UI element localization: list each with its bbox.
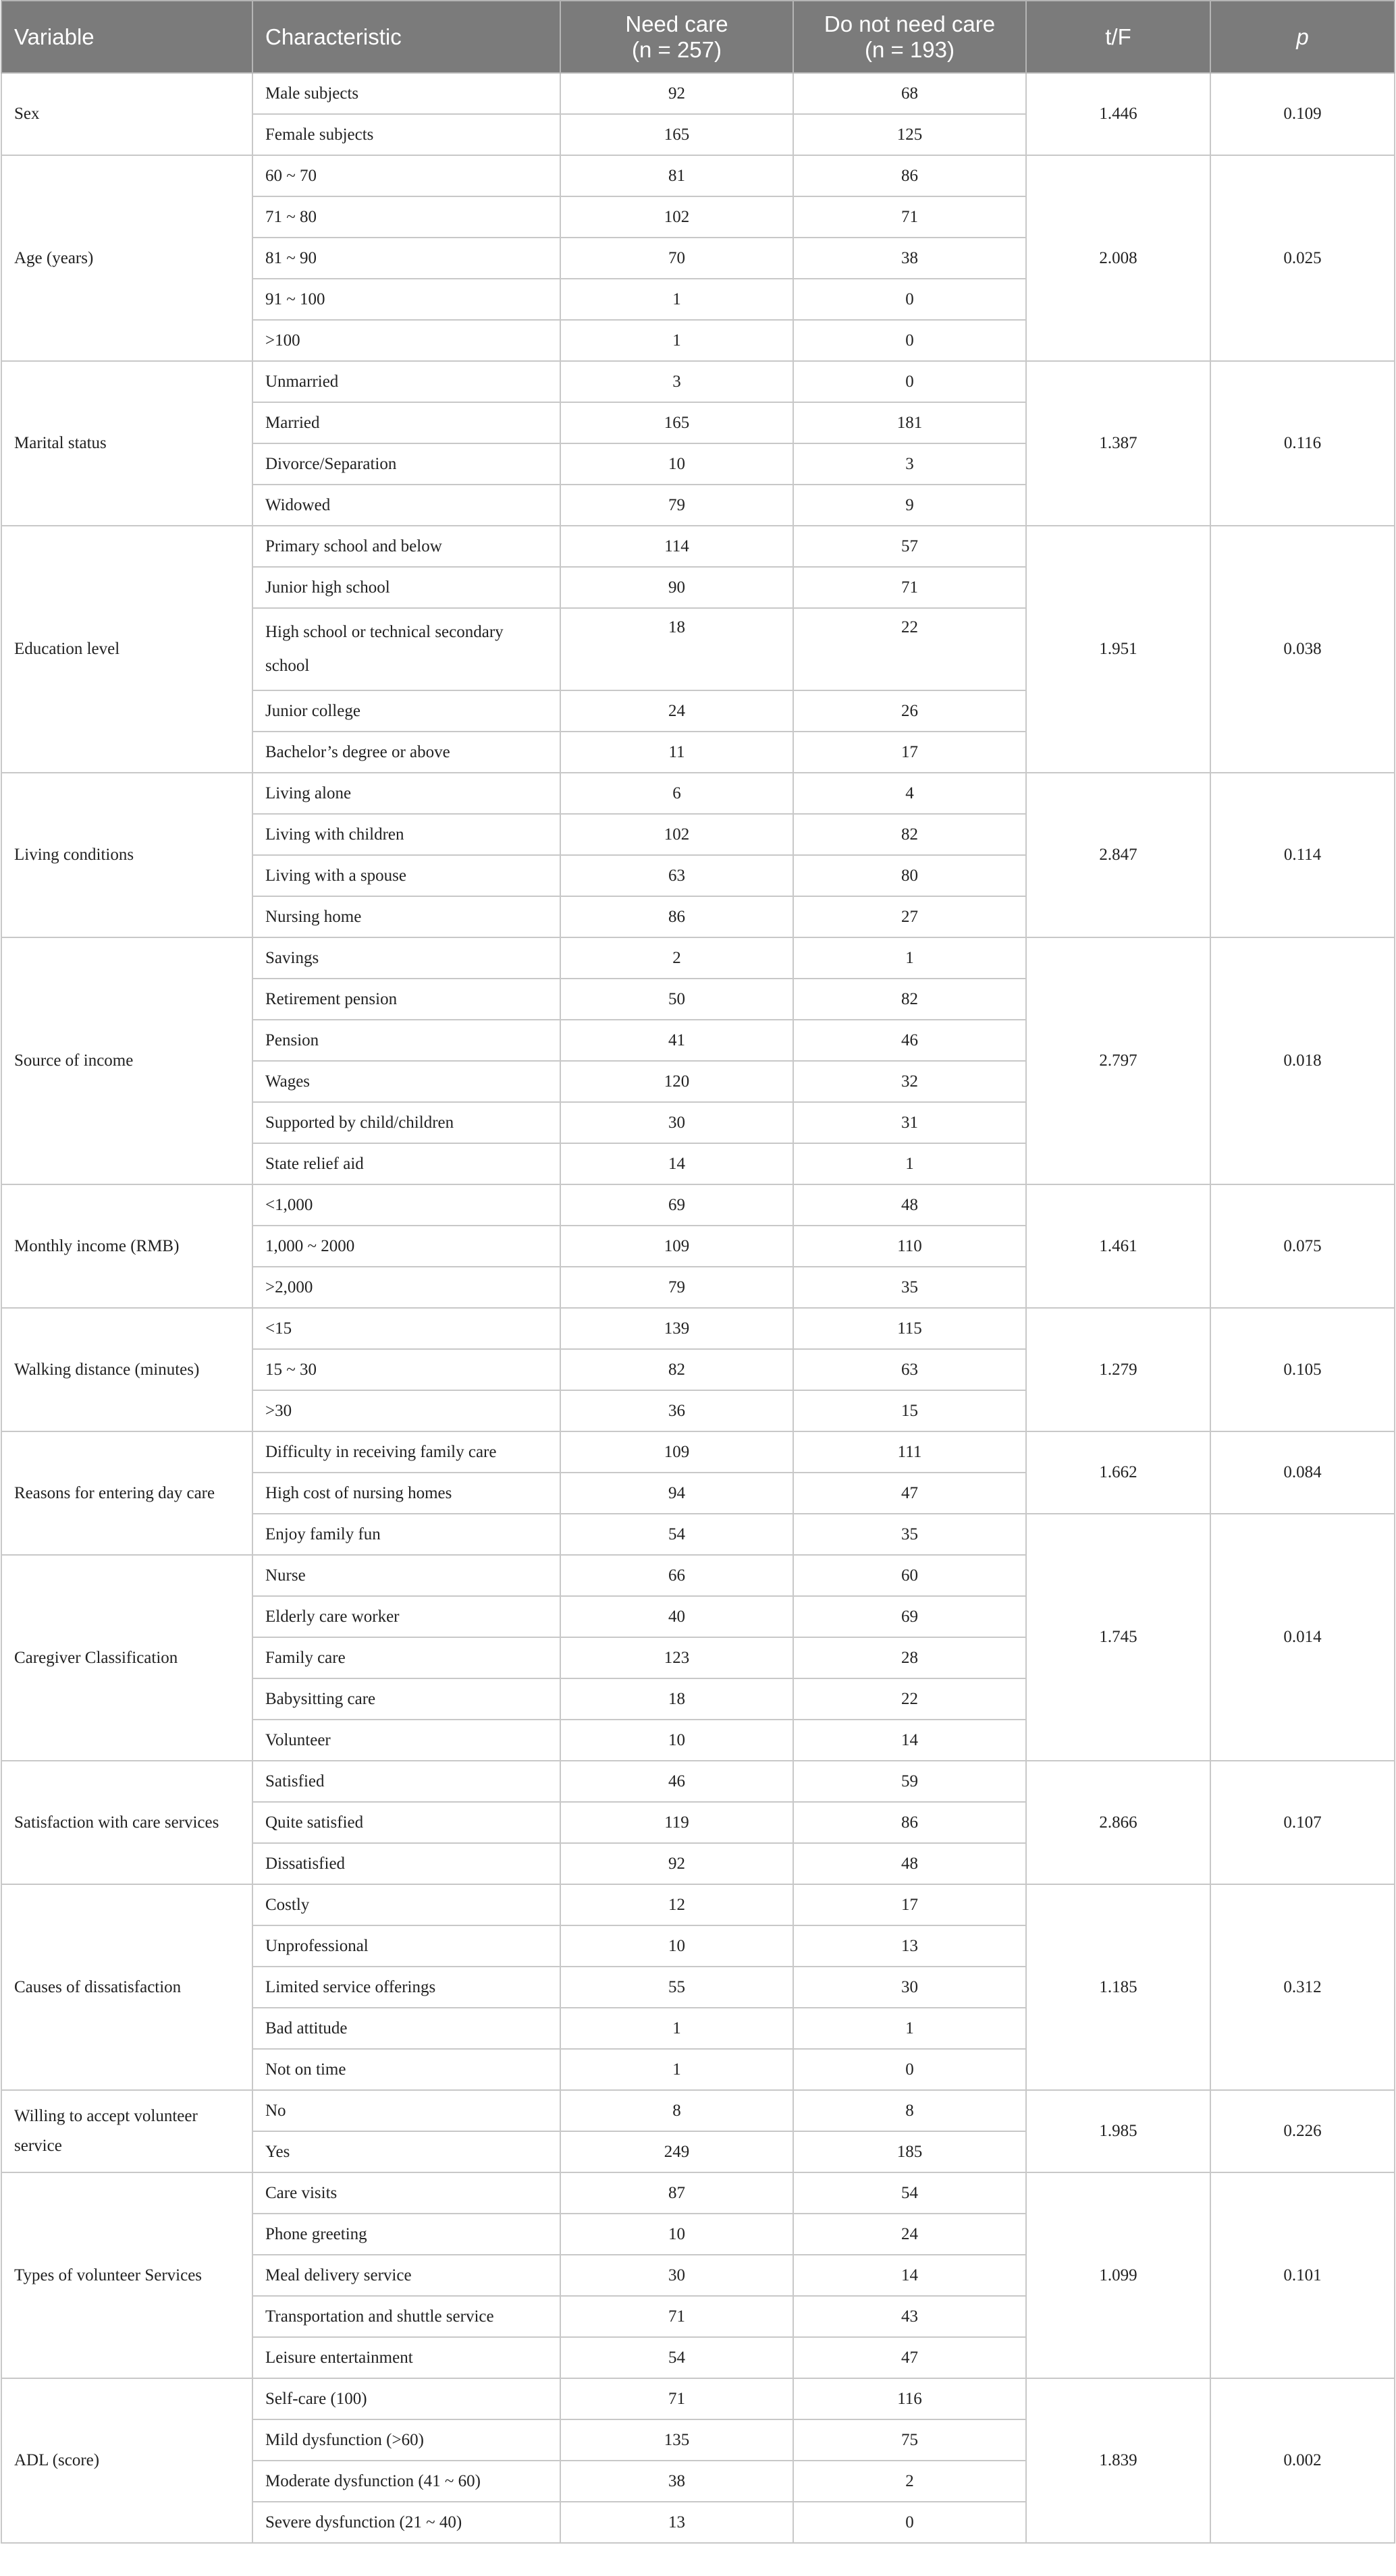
characteristic-cell: Babysitting care	[252, 1678, 560, 1720]
not-need-care-cell: 46	[793, 1020, 1026, 1061]
not-need-care-cell: 75	[793, 2419, 1026, 2461]
need-care-cell: 81	[560, 155, 793, 196]
need-care-cell: 114	[560, 526, 793, 567]
table-row	[1, 1308, 1395, 1349]
characteristic-cell: Bachelor’s degree or above	[252, 732, 560, 773]
characteristic-cell: Volunteer	[252, 1720, 560, 1761]
characteristic-cell: Family care	[252, 1637, 560, 1678]
need-care-cell: 14	[560, 1143, 793, 1184]
need-care-cell: 18	[560, 608, 793, 690]
characteristic-cell: Nurse	[252, 1555, 560, 1596]
not-need-care-cell: 13	[793, 1925, 1026, 1967]
need-care-cell: 1	[560, 279, 793, 320]
header-tf: t/F	[1026, 1, 1210, 73]
need-care-cell: 71	[560, 2378, 793, 2419]
not-need-care-cell: 60	[793, 1555, 1026, 1596]
not-need-care-cell: 1	[793, 937, 1026, 979]
characteristic-cell: Retirement pension	[252, 979, 560, 1020]
characteristic-cell: Nursing home	[252, 896, 560, 937]
characteristic-cell: High school or technical secondary school	[252, 608, 560, 690]
characteristic-cell: <1,000	[252, 1184, 560, 1226]
tf-cell: 2.008	[1026, 155, 1210, 361]
not-need-care-cell: 69	[793, 1596, 1026, 1637]
need-care-cell: 109	[560, 1226, 793, 1267]
tf-cell: 2.797	[1026, 937, 1210, 1184]
tf-cell: 1.185	[1026, 1884, 1210, 2090]
characteristic-cell: Enjoy family fun	[252, 1514, 560, 1555]
need-care-cell: 40	[560, 1596, 793, 1637]
need-care-cell: 38	[560, 2461, 793, 2502]
need-care-cell: 139	[560, 1308, 793, 1349]
characteristic-cell: Quite satisfied	[252, 1802, 560, 1843]
header-p-label: p	[1296, 24, 1309, 49]
need-care-cell: 55	[560, 1967, 793, 2008]
tf-cell: 1.099	[1026, 2172, 1210, 2378]
variable-cell: Monthly income (RMB)	[1, 1184, 252, 1308]
characteristic-cell: >100	[252, 320, 560, 361]
table-row	[1, 2090, 1395, 2131]
not-need-care-cell: 181	[793, 402, 1026, 443]
table-row	[1, 155, 1395, 196]
need-care-cell: 30	[560, 1102, 793, 1143]
need-care-cell: 1	[560, 320, 793, 361]
header-row	[1, 1, 1395, 73]
characteristic-cell: No	[252, 2090, 560, 2131]
p-cell: 0.018	[1210, 937, 1395, 1184]
characteristic-cell: Leisure entertainment	[252, 2337, 560, 2378]
need-care-cell: 3	[560, 361, 793, 402]
not-need-care-cell: 125	[793, 114, 1026, 155]
p-cell: 0.105	[1210, 1308, 1395, 1431]
need-care-cell: 109	[560, 1431, 793, 1473]
not-need-care-cell: 30	[793, 1967, 1026, 2008]
characteristic-cell: >2,000	[252, 1267, 560, 1308]
not-need-care-cell: 31	[793, 1102, 1026, 1143]
characteristic-cell: Pension	[252, 1020, 560, 1061]
need-care-cell: 79	[560, 485, 793, 526]
p-cell: 0.226	[1210, 2090, 1395, 2172]
characteristics-table	[1, 0, 1395, 2544]
characteristic-cell: 91 ~ 100	[252, 279, 560, 320]
not-need-care-cell: 71	[793, 567, 1026, 608]
not-need-care-cell: 82	[793, 979, 1026, 1020]
p-cell: 0.312	[1210, 1884, 1395, 2090]
need-care-cell: 94	[560, 1473, 793, 1514]
not-need-care-cell: 82	[793, 814, 1026, 855]
header-need-care-n: (n = 257)	[632, 36, 722, 62]
need-care-cell: 36	[560, 1390, 793, 1431]
characteristic-cell: Dissatisfied	[252, 1843, 560, 1884]
characteristic-cell: Moderate dysfunction (41 ~ 60)	[252, 2461, 560, 2502]
characteristic-cell: Living with children	[252, 814, 560, 855]
header-variable: Variable	[1, 1, 252, 73]
header-need-care	[560, 1, 793, 73]
not-need-care-cell: 86	[793, 1802, 1026, 1843]
not-need-care-cell: 27	[793, 896, 1026, 937]
not-need-care-cell: 48	[793, 1184, 1026, 1226]
variable-cell: Willing to accept volunteer service	[1, 2090, 252, 2172]
not-need-care-cell: 14	[793, 2255, 1026, 2296]
characteristic-cell: 60 ~ 70	[252, 155, 560, 196]
need-care-cell: 10	[560, 443, 793, 485]
table-row	[1, 937, 1395, 979]
not-need-care-cell: 57	[793, 526, 1026, 567]
characteristic-cell: Living alone	[252, 773, 560, 814]
not-need-care-cell: 115	[793, 1308, 1026, 1349]
characteristic-cell: Transportation and shuttle service	[252, 2296, 560, 2337]
table-row	[1, 1184, 1395, 1226]
not-need-care-cell: 22	[793, 608, 1026, 690]
not-need-care-cell: 0	[793, 279, 1026, 320]
need-care-cell: 11	[560, 732, 793, 773]
characteristic-cell: Unprofessional	[252, 1925, 560, 1967]
characteristic-cell: Female subjects	[252, 114, 560, 155]
need-care-cell: 249	[560, 2131, 793, 2172]
need-care-cell: 10	[560, 1925, 793, 1967]
need-care-cell: 46	[560, 1761, 793, 1802]
not-need-care-cell: 47	[793, 1473, 1026, 1514]
table-row	[1, 361, 1395, 402]
need-care-cell: 123	[560, 1637, 793, 1678]
need-care-cell: 18	[560, 1678, 793, 1720]
need-care-cell: 120	[560, 1061, 793, 1102]
variable-cell: Types of volunteer Services	[1, 2172, 252, 2378]
variable-cell: Causes of dissatisfaction	[1, 1884, 252, 2090]
not-need-care-cell: 22	[793, 1678, 1026, 1720]
p-cell: 0.116	[1210, 361, 1395, 526]
p-cell: 0.075	[1210, 1184, 1395, 1308]
table-row	[1, 2378, 1395, 2419]
need-care-cell: 70	[560, 238, 793, 279]
not-need-care-cell: 68	[793, 73, 1026, 114]
variable-cell: Sex	[1, 73, 252, 155]
characteristic-cell: Male subjects	[252, 73, 560, 114]
table-row	[1, 1431, 1395, 1473]
table-row	[1, 1761, 1395, 1802]
not-need-care-cell: 86	[793, 155, 1026, 196]
not-need-care-cell: 59	[793, 1761, 1026, 1802]
table-row	[1, 1884, 1395, 1925]
characteristic-cell: Difficulty in receiving family care	[252, 1431, 560, 1473]
not-need-care-cell: 111	[793, 1431, 1026, 1473]
not-need-care-cell: 24	[793, 2214, 1026, 2255]
variable-cell: Caregiver Classification	[1, 1555, 252, 1761]
header-characteristic: Characteristic	[252, 1, 560, 73]
characteristic-cell: Limited service offerings	[252, 1967, 560, 2008]
characteristic-cell: Self-care (100)	[252, 2378, 560, 2419]
not-need-care-cell: 71	[793, 196, 1026, 238]
need-care-cell: 82	[560, 1349, 793, 1390]
tf-cell: 1.446	[1026, 73, 1210, 155]
need-care-cell: 54	[560, 2337, 793, 2378]
not-need-care-cell: 116	[793, 2378, 1026, 2419]
need-care-cell: 86	[560, 896, 793, 937]
need-care-cell: 92	[560, 73, 793, 114]
need-care-cell: 1	[560, 2008, 793, 2049]
need-care-cell: 63	[560, 855, 793, 896]
need-care-cell: 24	[560, 690, 793, 732]
not-need-care-cell: 1	[793, 1143, 1026, 1184]
header-not-need-care-n: (n = 193)	[865, 36, 955, 62]
need-care-cell: 102	[560, 814, 793, 855]
not-need-care-cell: 0	[793, 2049, 1026, 2090]
tf-cell: 1.387	[1026, 361, 1210, 526]
characteristic-cell: 15 ~ 30	[252, 1349, 560, 1390]
characteristic-cell: Primary school and below	[252, 526, 560, 567]
header-p	[1210, 1, 1395, 73]
table-row	[1, 2172, 1395, 2214]
tf-cell: 1.461	[1026, 1184, 1210, 1308]
characteristic-cell: Supported by child/children	[252, 1102, 560, 1143]
not-need-care-cell: 35	[793, 1267, 1026, 1308]
characteristic-cell: State relief aid	[252, 1143, 560, 1184]
not-need-care-cell: 38	[793, 238, 1026, 279]
characteristic-cell: Satisfied	[252, 1761, 560, 1802]
characteristic-cell: Living with a spouse	[252, 855, 560, 896]
variable-cell: Reasons for entering day care	[1, 1431, 252, 1555]
not-need-care-cell: 47	[793, 2337, 1026, 2378]
need-care-cell: 12	[560, 1884, 793, 1925]
p-cell: 0.101	[1210, 2172, 1395, 2378]
not-need-care-cell: 54	[793, 2172, 1026, 2214]
need-care-cell: 1	[560, 2049, 793, 2090]
not-need-care-cell: 80	[793, 855, 1026, 896]
tf-cell: 1.279	[1026, 1308, 1210, 1431]
characteristic-cell: 81 ~ 90	[252, 238, 560, 279]
header-need-care-label: Need care	[625, 11, 728, 36]
p-cell: 0.038	[1210, 526, 1395, 773]
characteristic-cell: Meal delivery service	[252, 2255, 560, 2296]
tf-cell: 2.866	[1026, 1761, 1210, 1884]
p-cell: 0.025	[1210, 155, 1395, 361]
not-need-care-cell: 110	[793, 1226, 1026, 1267]
characteristic-cell: Mild dysfunction (>60)	[252, 2419, 560, 2461]
need-care-cell: 50	[560, 979, 793, 1020]
table-row	[1, 73, 1395, 114]
need-care-cell: 2	[560, 937, 793, 979]
characteristic-cell: Yes	[252, 2131, 560, 2172]
characteristic-cell: Elderly care worker	[252, 1596, 560, 1637]
not-need-care-cell: 26	[793, 690, 1026, 732]
need-care-cell: 102	[560, 196, 793, 238]
not-need-care-cell: 14	[793, 1720, 1026, 1761]
characteristic-cell: Severe dysfunction (21 ~ 40)	[252, 2502, 560, 2543]
variable-cell: Education level	[1, 526, 252, 773]
need-care-cell: 71	[560, 2296, 793, 2337]
tf-cell: 1.839	[1026, 2378, 1210, 2543]
characteristic-cell: High cost of nursing homes	[252, 1473, 560, 1514]
table-row	[1, 773, 1395, 814]
characteristic-cell: Savings	[252, 937, 560, 979]
need-care-cell: 165	[560, 114, 793, 155]
not-need-care-cell: 4	[793, 773, 1026, 814]
table-row	[1, 526, 1395, 567]
characteristic-cell: Costly	[252, 1884, 560, 1925]
need-care-cell: 90	[560, 567, 793, 608]
header-not-need-care-label: Do not need care	[824, 11, 996, 36]
characteristic-cell: <15	[252, 1308, 560, 1349]
need-care-cell: 41	[560, 1020, 793, 1061]
p-cell: 0.114	[1210, 773, 1395, 937]
characteristic-cell: Junior high school	[252, 567, 560, 608]
tf-cell: 2.847	[1026, 773, 1210, 937]
tf-cell: 1.745	[1026, 1514, 1210, 1761]
characteristic-cell: 1,000 ~ 2000	[252, 1226, 560, 1267]
not-need-care-cell: 17	[793, 1884, 1026, 1925]
not-need-care-cell: 185	[793, 2131, 1026, 2172]
not-need-care-cell: 63	[793, 1349, 1026, 1390]
not-need-care-cell: 35	[793, 1514, 1026, 1555]
need-care-cell: 165	[560, 402, 793, 443]
not-need-care-cell: 43	[793, 2296, 1026, 2337]
variable-cell: Walking distance (minutes)	[1, 1308, 252, 1431]
table-header	[1, 1, 1395, 73]
need-care-cell: 79	[560, 1267, 793, 1308]
not-need-care-cell: 15	[793, 1390, 1026, 1431]
variable-cell: Living conditions	[1, 773, 252, 937]
characteristic-cell: Care visits	[252, 2172, 560, 2214]
characteristic-cell: Divorce/Separation	[252, 443, 560, 485]
not-need-care-cell: 0	[793, 2502, 1026, 2543]
tf-cell: 1.951	[1026, 526, 1210, 773]
header-not-need-care	[793, 1, 1026, 73]
not-need-care-cell: 9	[793, 485, 1026, 526]
characteristic-cell: >30	[252, 1390, 560, 1431]
not-need-care-cell: 17	[793, 732, 1026, 773]
characteristic-cell: Married	[252, 402, 560, 443]
characteristic-cell: Widowed	[252, 485, 560, 526]
variable-cell: Marital status	[1, 361, 252, 526]
not-need-care-cell: 1	[793, 2008, 1026, 2049]
need-care-cell: 6	[560, 773, 793, 814]
not-need-care-cell: 32	[793, 1061, 1026, 1102]
need-care-cell: 119	[560, 1802, 793, 1843]
not-need-care-cell: 48	[793, 1843, 1026, 1884]
not-need-care-cell: 28	[793, 1637, 1026, 1678]
tf-cell: 1.662	[1026, 1431, 1210, 1514]
need-care-cell: 135	[560, 2419, 793, 2461]
need-care-cell: 69	[560, 1184, 793, 1226]
p-cell: 0.109	[1210, 73, 1395, 155]
p-cell: 0.084	[1210, 1431, 1395, 1514]
need-care-cell: 54	[560, 1514, 793, 1555]
characteristic-cell: Phone greeting	[252, 2214, 560, 2255]
need-care-cell: 10	[560, 2214, 793, 2255]
characteristic-cell: Bad attitude	[252, 2008, 560, 2049]
not-need-care-cell: 3	[793, 443, 1026, 485]
need-care-cell: 87	[560, 2172, 793, 2214]
need-care-cell: 66	[560, 1555, 793, 1596]
variable-cell: Source of income	[1, 937, 252, 1184]
need-care-cell: 30	[560, 2255, 793, 2296]
characteristic-cell: 71 ~ 80	[252, 196, 560, 238]
variable-cell: Satisfaction with care services	[1, 1761, 252, 1884]
table-body	[1, 73, 1395, 2543]
variable-cell: Age (years)	[1, 155, 252, 361]
tf-cell: 1.985	[1026, 2090, 1210, 2172]
not-need-care-cell: 2	[793, 2461, 1026, 2502]
need-care-cell: 10	[560, 1720, 793, 1761]
p-cell: 0.107	[1210, 1761, 1395, 1884]
not-need-care-cell: 0	[793, 361, 1026, 402]
characteristic-cell: Junior college	[252, 690, 560, 732]
p-cell: 0.002	[1210, 2378, 1395, 2543]
need-care-cell: 13	[560, 2502, 793, 2543]
variable-cell: ADL (score)	[1, 2378, 252, 2543]
need-care-cell: 8	[560, 2090, 793, 2131]
need-care-cell: 92	[560, 1843, 793, 1884]
not-need-care-cell: 8	[793, 2090, 1026, 2131]
p-cell: 0.014	[1210, 1514, 1395, 1761]
characteristic-cell: Wages	[252, 1061, 560, 1102]
characteristic-cell: Unmarried	[252, 361, 560, 402]
characteristic-cell: Not on time	[252, 2049, 560, 2090]
not-need-care-cell: 0	[793, 320, 1026, 361]
